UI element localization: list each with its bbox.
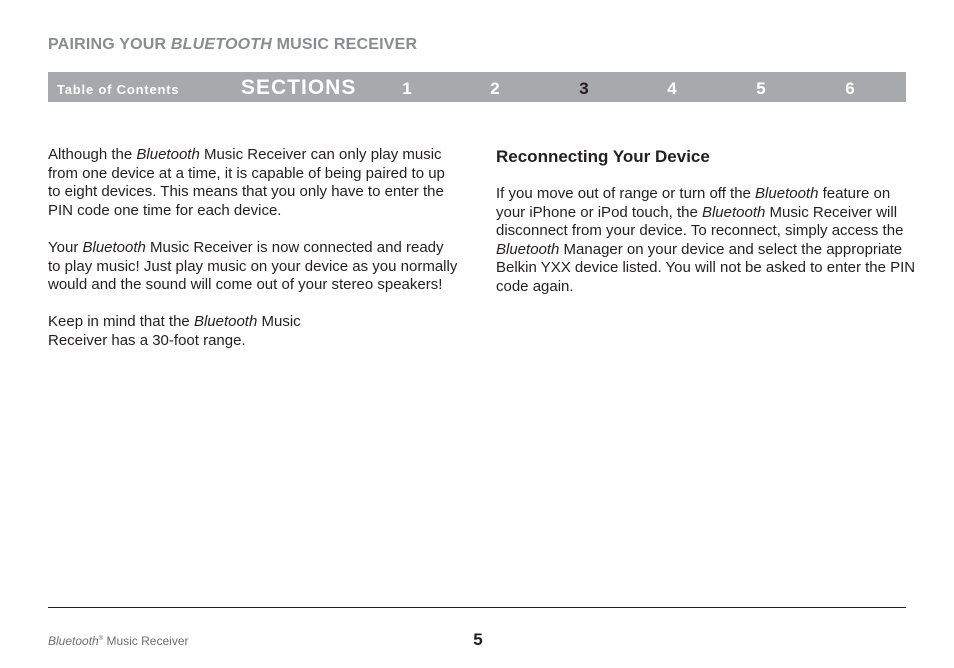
paragraph-range (48, 313, 333, 350)
text-run: Manager on your device and select the appropriate Belkin YXX device listed. You will not be asked to enter the PIN code again. (496, 240, 916, 295)
text-run-italic: Bluetooth (136, 146, 200, 163)
reconnecting-heading: Reconnecting Your Device (496, 147, 710, 166)
section-link-5[interactable]: 5 (756, 79, 766, 98)
text-run: Your (48, 238, 83, 256)
page-header-title (48, 36, 417, 54)
table-of-contents-link[interactable]: Table of Contents (57, 82, 180, 97)
registered-mark: ® (98, 636, 104, 642)
page-number: 5 (473, 630, 483, 649)
text-run-italic: Bluetooth (755, 185, 819, 202)
section-link-2[interactable]: 2 (490, 79, 500, 98)
text-run-italic: Bluetooth (496, 240, 560, 258)
sections-label: SECTIONS (241, 76, 357, 99)
paragraph-reconnecting (496, 185, 916, 297)
text-run-italic: Bluetooth (701, 203, 766, 221)
header-italic: BLUETOOTH (170, 36, 272, 53)
footer-brand: Bluetooth (48, 634, 99, 648)
text-run: Music Receiver will disconnect from your device. To reconnect, simply access the (496, 203, 904, 240)
text-run: Although the (48, 146, 137, 163)
text-run: Keep in mind that the (48, 313, 194, 331)
text-run-italic: Bluetooth (193, 313, 258, 331)
right-column (496, 146, 916, 315)
header-suffix: MUSIC RECEIVER (271, 36, 418, 53)
text-run: Music Receiver is now connected and ready to play music! Just play music on your device as you normally would and the sound will come out of your stereo speakers! (48, 238, 458, 294)
section-nav-bar (48, 72, 906, 102)
text-run-italic: Bluetooth (82, 238, 146, 256)
text-run: Music Receiver has a 30-foot range. (48, 313, 301, 349)
text-run: If you move out of range or turn off the (496, 185, 756, 202)
text-run: feature on your iPhone or iPod touch, the (496, 185, 891, 221)
section-link-1[interactable]: 1 (402, 79, 412, 98)
section-link-6[interactable]: 6 (845, 79, 855, 98)
section-link-3[interactable]: 3 (579, 79, 589, 98)
paragraph-pairing-capacity (48, 146, 458, 220)
section-link-4[interactable]: 4 (667, 79, 677, 98)
header-prefix: PAIRING YOUR (48, 36, 171, 53)
footer-product: Music Receiver (103, 634, 189, 648)
footer-product-name (48, 634, 189, 648)
paragraph-ready-to-play (48, 239, 458, 295)
left-column (48, 146, 458, 369)
text-run: Music Receiver can only play music from one device at a time, it is capable of being paired to up to eight devices. This means that you only have to enter the PIN code one time for each device. (48, 146, 445, 219)
footer-divider (48, 607, 906, 608)
